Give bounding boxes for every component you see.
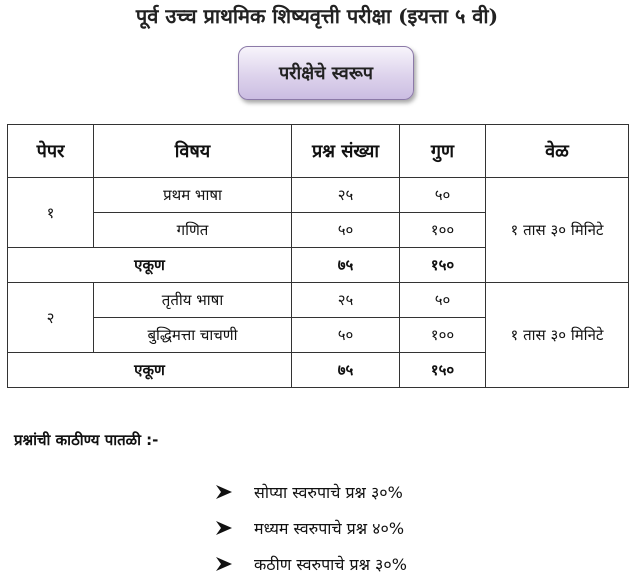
question-count: २५	[292, 283, 400, 318]
arrow-right-icon	[214, 520, 234, 536]
difficulty-hard: कठीण स्वरुपाचे प्रश्न ३०%	[254, 555, 407, 574]
exam-structure-badge	[238, 46, 414, 100]
arrow-right-icon	[214, 484, 234, 500]
total-label: एकूण	[8, 248, 292, 283]
marks-value: १००	[400, 213, 486, 248]
list-item	[214, 553, 407, 575]
subject-name: गणित	[94, 213, 292, 248]
badge-label: परीक्षेचे स्वरूप	[278, 63, 374, 84]
header-marks: गुण	[400, 125, 486, 178]
difficulty-heading: प्रश्नांची काठीण्य पातळी :-	[14, 431, 159, 449]
paper-number: १	[8, 178, 94, 248]
difficulty-medium: मध्यम स्वरुपाचे प्रश्न ४०%	[254, 519, 405, 538]
header-time: वेळ	[486, 125, 629, 178]
subject-name: तृतीय भाषा	[94, 283, 292, 318]
question-count: ५०	[292, 213, 400, 248]
difficulty-easy: सोप्या स्वरुपाचे प्रश्न ३०%	[254, 483, 403, 502]
total-marks: १५०	[400, 353, 486, 388]
page-title: पूर्व उच्च प्राथमिक शिष्यवृत्ती परीक्षा (इयत्ता ५ वी)	[135, 4, 499, 28]
header-questions: प्रश्न संख्या	[292, 125, 400, 178]
marks-value: ५०	[400, 283, 486, 318]
header-paper: पेपर	[8, 125, 94, 178]
marks-value: १००	[400, 318, 486, 353]
table-row	[8, 283, 629, 318]
table-row	[8, 178, 629, 213]
question-count: ५०	[292, 318, 400, 353]
marks-value: ५०	[400, 178, 486, 213]
total-label: एकूण	[8, 353, 292, 388]
table-header-row	[8, 125, 629, 178]
list-item	[214, 481, 403, 503]
time-value: १ तास ३० मिनिटे	[486, 283, 629, 388]
total-questions: ७५	[292, 353, 400, 388]
time-value: १ तास ३० मिनिटे	[486, 178, 629, 283]
exam-table	[7, 124, 629, 388]
arrow-right-icon	[214, 556, 234, 572]
list-item	[214, 517, 404, 539]
question-count: २५	[292, 178, 400, 213]
paper-number: २	[8, 283, 94, 353]
header-subject: विषय	[94, 125, 292, 178]
subject-name: बुद्धिमत्ता चाचणी	[94, 318, 292, 353]
total-marks: १५०	[400, 248, 486, 283]
total-questions: ७५	[292, 248, 400, 283]
subject-name: प्रथम भाषा	[94, 178, 292, 213]
